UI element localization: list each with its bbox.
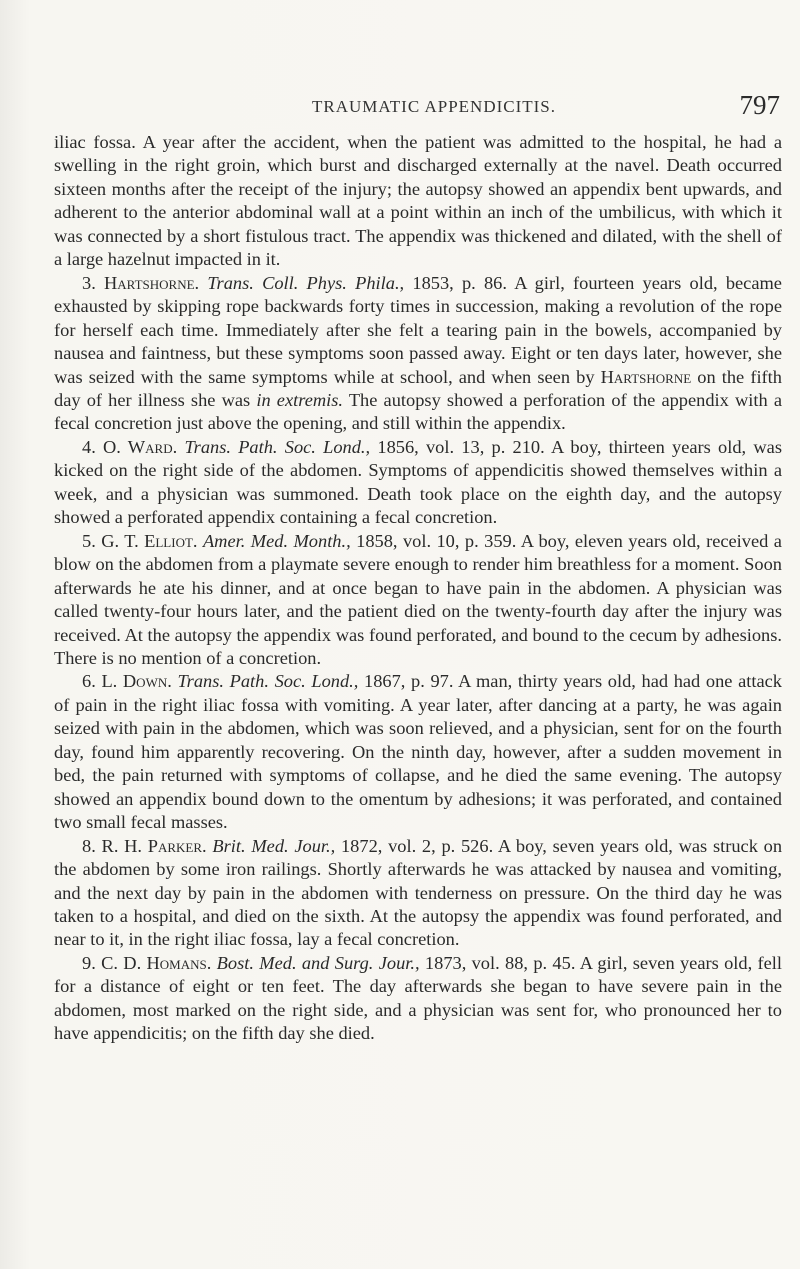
case-entry-3 xyxy=(54,272,782,436)
case-entry-9 xyxy=(54,952,782,1046)
case-citation: 1856, vol. 13, p. 210. xyxy=(377,436,545,457)
case-text: on the fifth day of her illness she was xyxy=(54,366,782,410)
case-text: A boy, seven years old, was struck on the abdomen by some iron railings. Shortly afterwards he was attacked by nausea and vomiting, and the next day by pain in the abdomen with tenderness on pressure. On the third day he was taken to a hospital, and died on the sixth. At the autopsy the appendix was found perforated, and near to it, in the right iliac fossa, lay a fecal concretion. xyxy=(54,835,783,950)
case-author: Hartshorne. xyxy=(104,272,200,293)
case-number: 6. xyxy=(82,671,96,692)
case-text: A boy, eleven years old, received a blow on the abdomen from a playmate severe enough to render him breathless for a moment. Soon afterwards he ate his dinner, and at once began to have pain in the abdomen. A physician was called twenty-four hours later, and the patient died on the twenty-fourth day after the injury was received. At the autopsy the appendix was found perforated, and bound to the cecum by adhesions. There is no mention of a concretion. xyxy=(54,530,782,668)
case-source: Trans. Path. Soc. Lond., xyxy=(177,671,359,692)
case-author: L. Down. xyxy=(101,671,172,692)
case-citation: 1872, vol. 2, p. 526. xyxy=(340,835,494,856)
case-entry-8 xyxy=(54,835,782,952)
case-number: 8. xyxy=(82,835,96,856)
continuation-paragraph: iliac fossa. A year after the accident, when the patient was admitted to the hospital, he had a swelling in the right groin, which burst and discharged externally at the navel. Death occurred sixteen months after the receipt of the injury; the autopsy showed an appendix bent upwards, and adherent to the anterior abdominal wall at a point within an inch of the umbilicus, with which it was connected by a short fistulous tract. The appendix was thickened and dilated, with the shell of a large hazelnut impacted in it. xyxy=(54,132,782,270)
case-source: Bost. Med. and Surg. Jour., xyxy=(216,952,420,973)
case-italic-phrase: in extremis. xyxy=(256,389,344,410)
case-number: 4. xyxy=(82,436,96,457)
case-source: Amer. Med. Month., xyxy=(202,530,351,551)
case-entry-4 xyxy=(54,436,782,530)
page-number: 797 xyxy=(739,90,780,120)
case-source: Trans. Path. Soc. Lond., xyxy=(184,436,371,457)
case-source: Trans. Coll. Phys. Phila., xyxy=(207,272,405,293)
case-author: C. D. Homans. xyxy=(101,952,212,973)
case-author: O. Ward. xyxy=(103,436,178,457)
body-text xyxy=(54,131,782,1046)
case-citation: 1867, p. 97. xyxy=(364,671,454,692)
case-citation: 1853, p. 86. xyxy=(412,272,507,293)
case-text: A man, thirty years old, had had one attack of pain in the right iliac fossa with vomiting. A year later, after dancing at a party, he was again seized with pain in the abdomen, which was soon relieved, and a physician, sent for on the fourth day, found him apparently recovering. On the ninth day, however, after a sudden movement in bed, the pain returned with symptoms of collapse, and he died the same evening. The autopsy showed an appendix bound down to the omentum by adhesions; it was perforated, and contained two small fecal masses. xyxy=(54,671,782,833)
page-header xyxy=(312,92,790,122)
case-entry-5 xyxy=(54,530,782,671)
case-text: A girl, seven years old, fell for a distance of eight or ten feet. The day afterwards she began to have severe pain in the abdomen, most marked on the right side, and a physician was sent for, who pronounced her to have appendicitis; on the fifth day she died. xyxy=(54,952,783,1044)
case-author: R. H. Parker. xyxy=(101,835,207,856)
case-author: G. T. Elliot. xyxy=(101,530,198,551)
case-text: The autopsy showed a perforation of the appendix with a fecal concretion just above the opening, and still within the appendix. xyxy=(54,389,783,434)
case-number: 9. xyxy=(82,952,96,973)
case-text: A boy, thirteen years old, was kicked on the right side of the abdomen. Symptoms of appendicitis showed themselves within a week, and a physician was summoned. Death took place on the eighth day, and the autopsy showed a perforated appendix containing a fecal concretion. xyxy=(54,436,782,528)
case-source: Brit. Med. Jour., xyxy=(212,835,336,856)
case-number: 3. xyxy=(82,272,96,293)
case-entry-6 xyxy=(54,670,782,834)
case-citation: 1858, vol. 10, p. 359. xyxy=(356,530,517,551)
case-text: A girl, fourteen years old, became exhausted by skipping rope backwards forty times in succession, making a revolution of the rope for herself each time. Immediately after she felt a tearing pain in the bowels, accompanied by nausea and faintness, but these symptoms soon passed away. Eight or ten days later, however, she was seized with the same symptoms while at school, and when seen by xyxy=(54,272,782,387)
running-title: TRAUMATIC APPENDICITIS. xyxy=(312,97,557,116)
case-author-reference: Hartshorne xyxy=(600,366,692,387)
case-number: 5. xyxy=(82,530,96,551)
case-citation: 1873, vol. 88, p. 45. xyxy=(424,952,576,973)
